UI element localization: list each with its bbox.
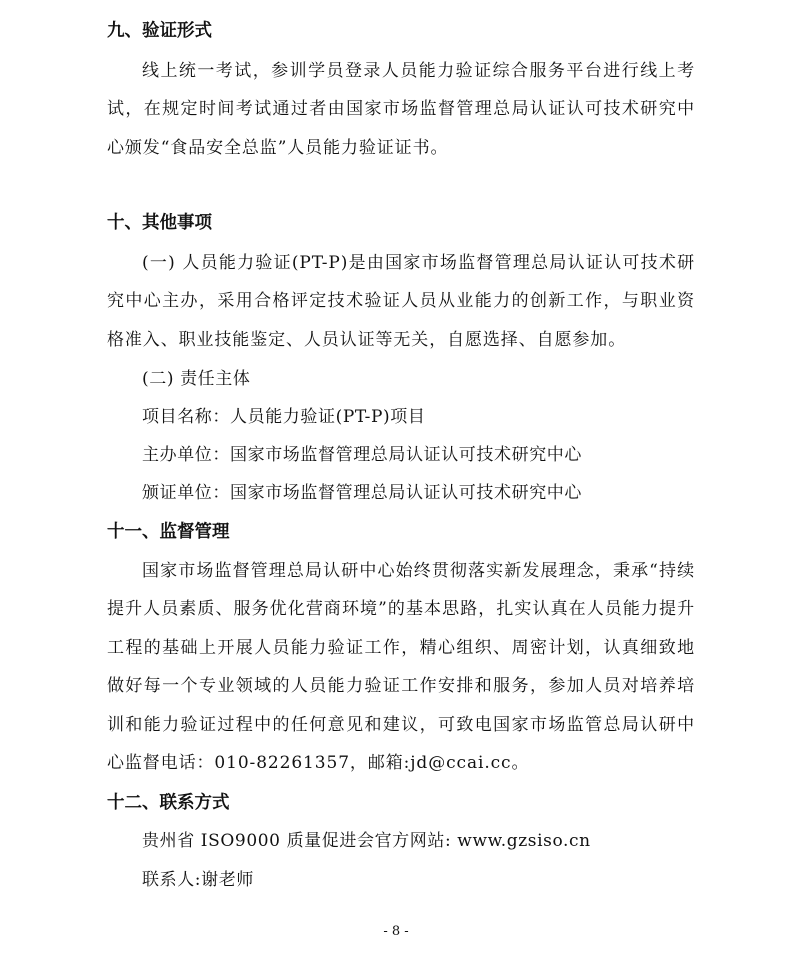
organizer-line: 主办单位：国家市场监督管理总局认证认可技术研究中心 <box>142 445 582 465</box>
section-10-item-2: (二) 责任主体 <box>142 369 251 389</box>
page-number: - 8 - <box>383 924 409 939</box>
section-9-heading: 九、验证形式 <box>107 21 212 41</box>
section-11-paragraph: 国家市场监督管理总局认研中心始终贯彻落实新发展理念，秉承“持续提升人员素质、服务优化营商环境”的基本思路，扎实认真在人员能力提升工程的基础上开展人员能力验证工作，精心组织、周密计划，认真细致地做好每一个专业领域的人员能力验证工作安排和服务，参加人员对培养培训和能力验证过程中的任何意见和建议，可致电国家市场监管总局认研中心监督电话：010-82261357，邮箱:jd@ccai.cc。 <box>107 561 695 774</box>
section-10-paragraph-1: (一) 人员能力验证(PT-P)是由国家市场监督管理总局认证认可技术研究中心主办，采用合格评定技术验证人员从业能力的创新工作，与职业资格准入、职业技能鉴定、人员认证等无关，自愿选择、自愿参加。 <box>107 253 695 350</box>
section-11-heading: 十一、监督管理 <box>107 522 230 542</box>
issuer-line: 颁证单位：国家市场监督管理总局认证认可技术研究中心 <box>142 483 582 503</box>
project-name-line: 项目名称：人员能力验证(PT-P)项目 <box>142 407 426 427</box>
section-10-heading: 十、其他事项 <box>107 213 212 233</box>
contact-line: 联系人:谢老师 <box>142 870 254 890</box>
section-9-paragraph: 线上统一考试，参训学员登录人员能力验证综合服务平台进行线上考试，在规定时间考试通过者由国家市场监督管理总局认证认可技术研究中心颁发“食品安全总监”人员能力验证证书。 <box>107 61 695 158</box>
section-12-heading: 十二、联系方式 <box>107 793 230 813</box>
website-line: 贵州省 ISO9000 质量促进会官方网站: www.gzsiso.cn <box>142 831 591 851</box>
